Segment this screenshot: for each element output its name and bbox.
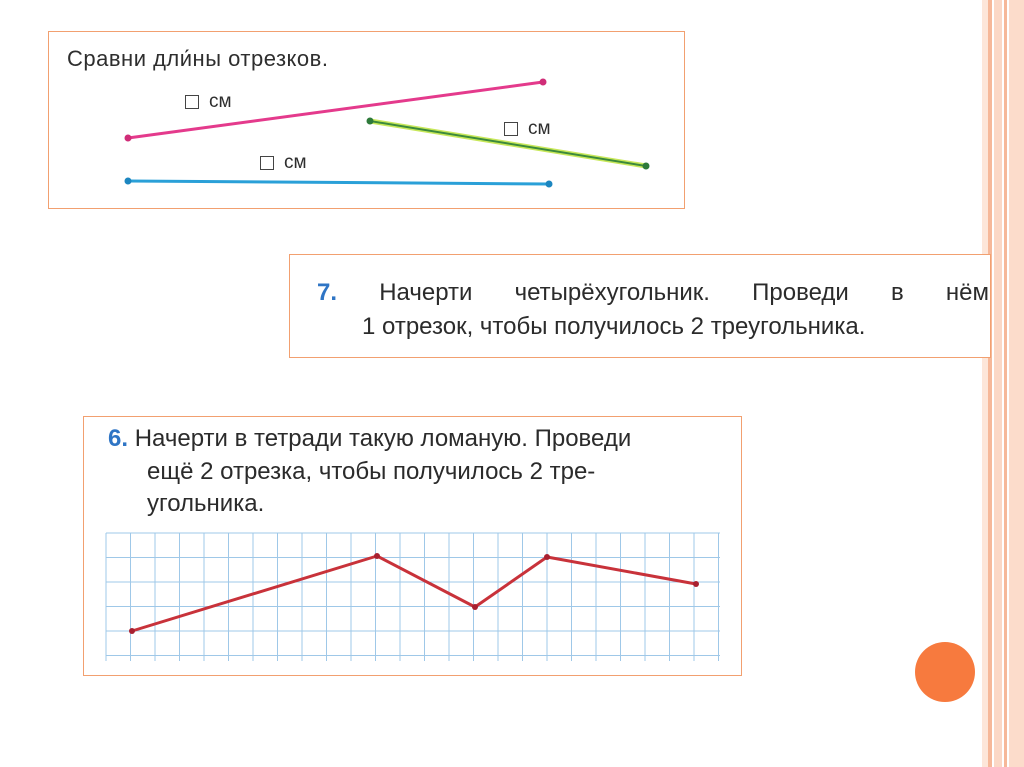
length-answer-green [504,118,551,140]
task-7-line-2: 1 отрезок, чтобы получилось 2 треугольника. [362,313,866,340]
vertex-point [693,581,699,587]
segment-endpoint [367,118,374,125]
segment-endpoint [540,79,547,86]
word: Проведи [752,279,849,306]
empty-square-icon[interactable] [260,156,274,170]
compare-title: Сравни дли́ны отрезков. [67,46,329,71]
unit-label: см [528,118,551,139]
task-6-card [83,416,742,676]
empty-square-icon[interactable] [504,122,518,136]
slide-side-stripes [982,0,1024,767]
word: четырёхугольник. [514,279,710,306]
grid-broken-line-figure [84,417,741,675]
vertex-point [374,553,380,559]
empty-square-icon[interactable] [185,95,199,109]
vertex-point [129,628,135,634]
stripe [1009,0,1024,767]
length-answer-magenta [185,91,232,113]
blue-segment [128,181,549,184]
compare-segments-card [48,31,685,209]
vertex-point [472,604,478,610]
segment-endpoint [546,181,553,188]
task-6-line-2: ещё 2 отрезка, чтобы получилось 2 тре- [147,458,596,485]
word: в [890,279,904,306]
task-number: 6. [108,425,129,452]
stripe [994,0,1002,767]
squared-grid [106,533,720,661]
stripe [988,0,992,767]
segment-endpoint [125,178,132,185]
segments-figure [49,32,684,208]
task-7-line-1 [317,279,989,307]
task-number: 7. [317,279,338,306]
segment-endpoint [643,163,650,170]
task-7-card [289,254,991,358]
word: Начерти [379,279,473,306]
length-answer-blue [260,152,307,174]
vertex-point [544,554,550,560]
stripe [1004,0,1007,767]
orange-circle-icon [915,642,975,702]
broken-line [132,556,696,631]
task-text: Начерти в тетради такую ломаную. Проведи [134,425,632,452]
unit-label: см [209,91,232,112]
word: нём [945,279,989,306]
unit-label: см [284,152,307,173]
segment-endpoint [125,135,132,142]
task-6-line-3: угольника. [147,490,265,517]
